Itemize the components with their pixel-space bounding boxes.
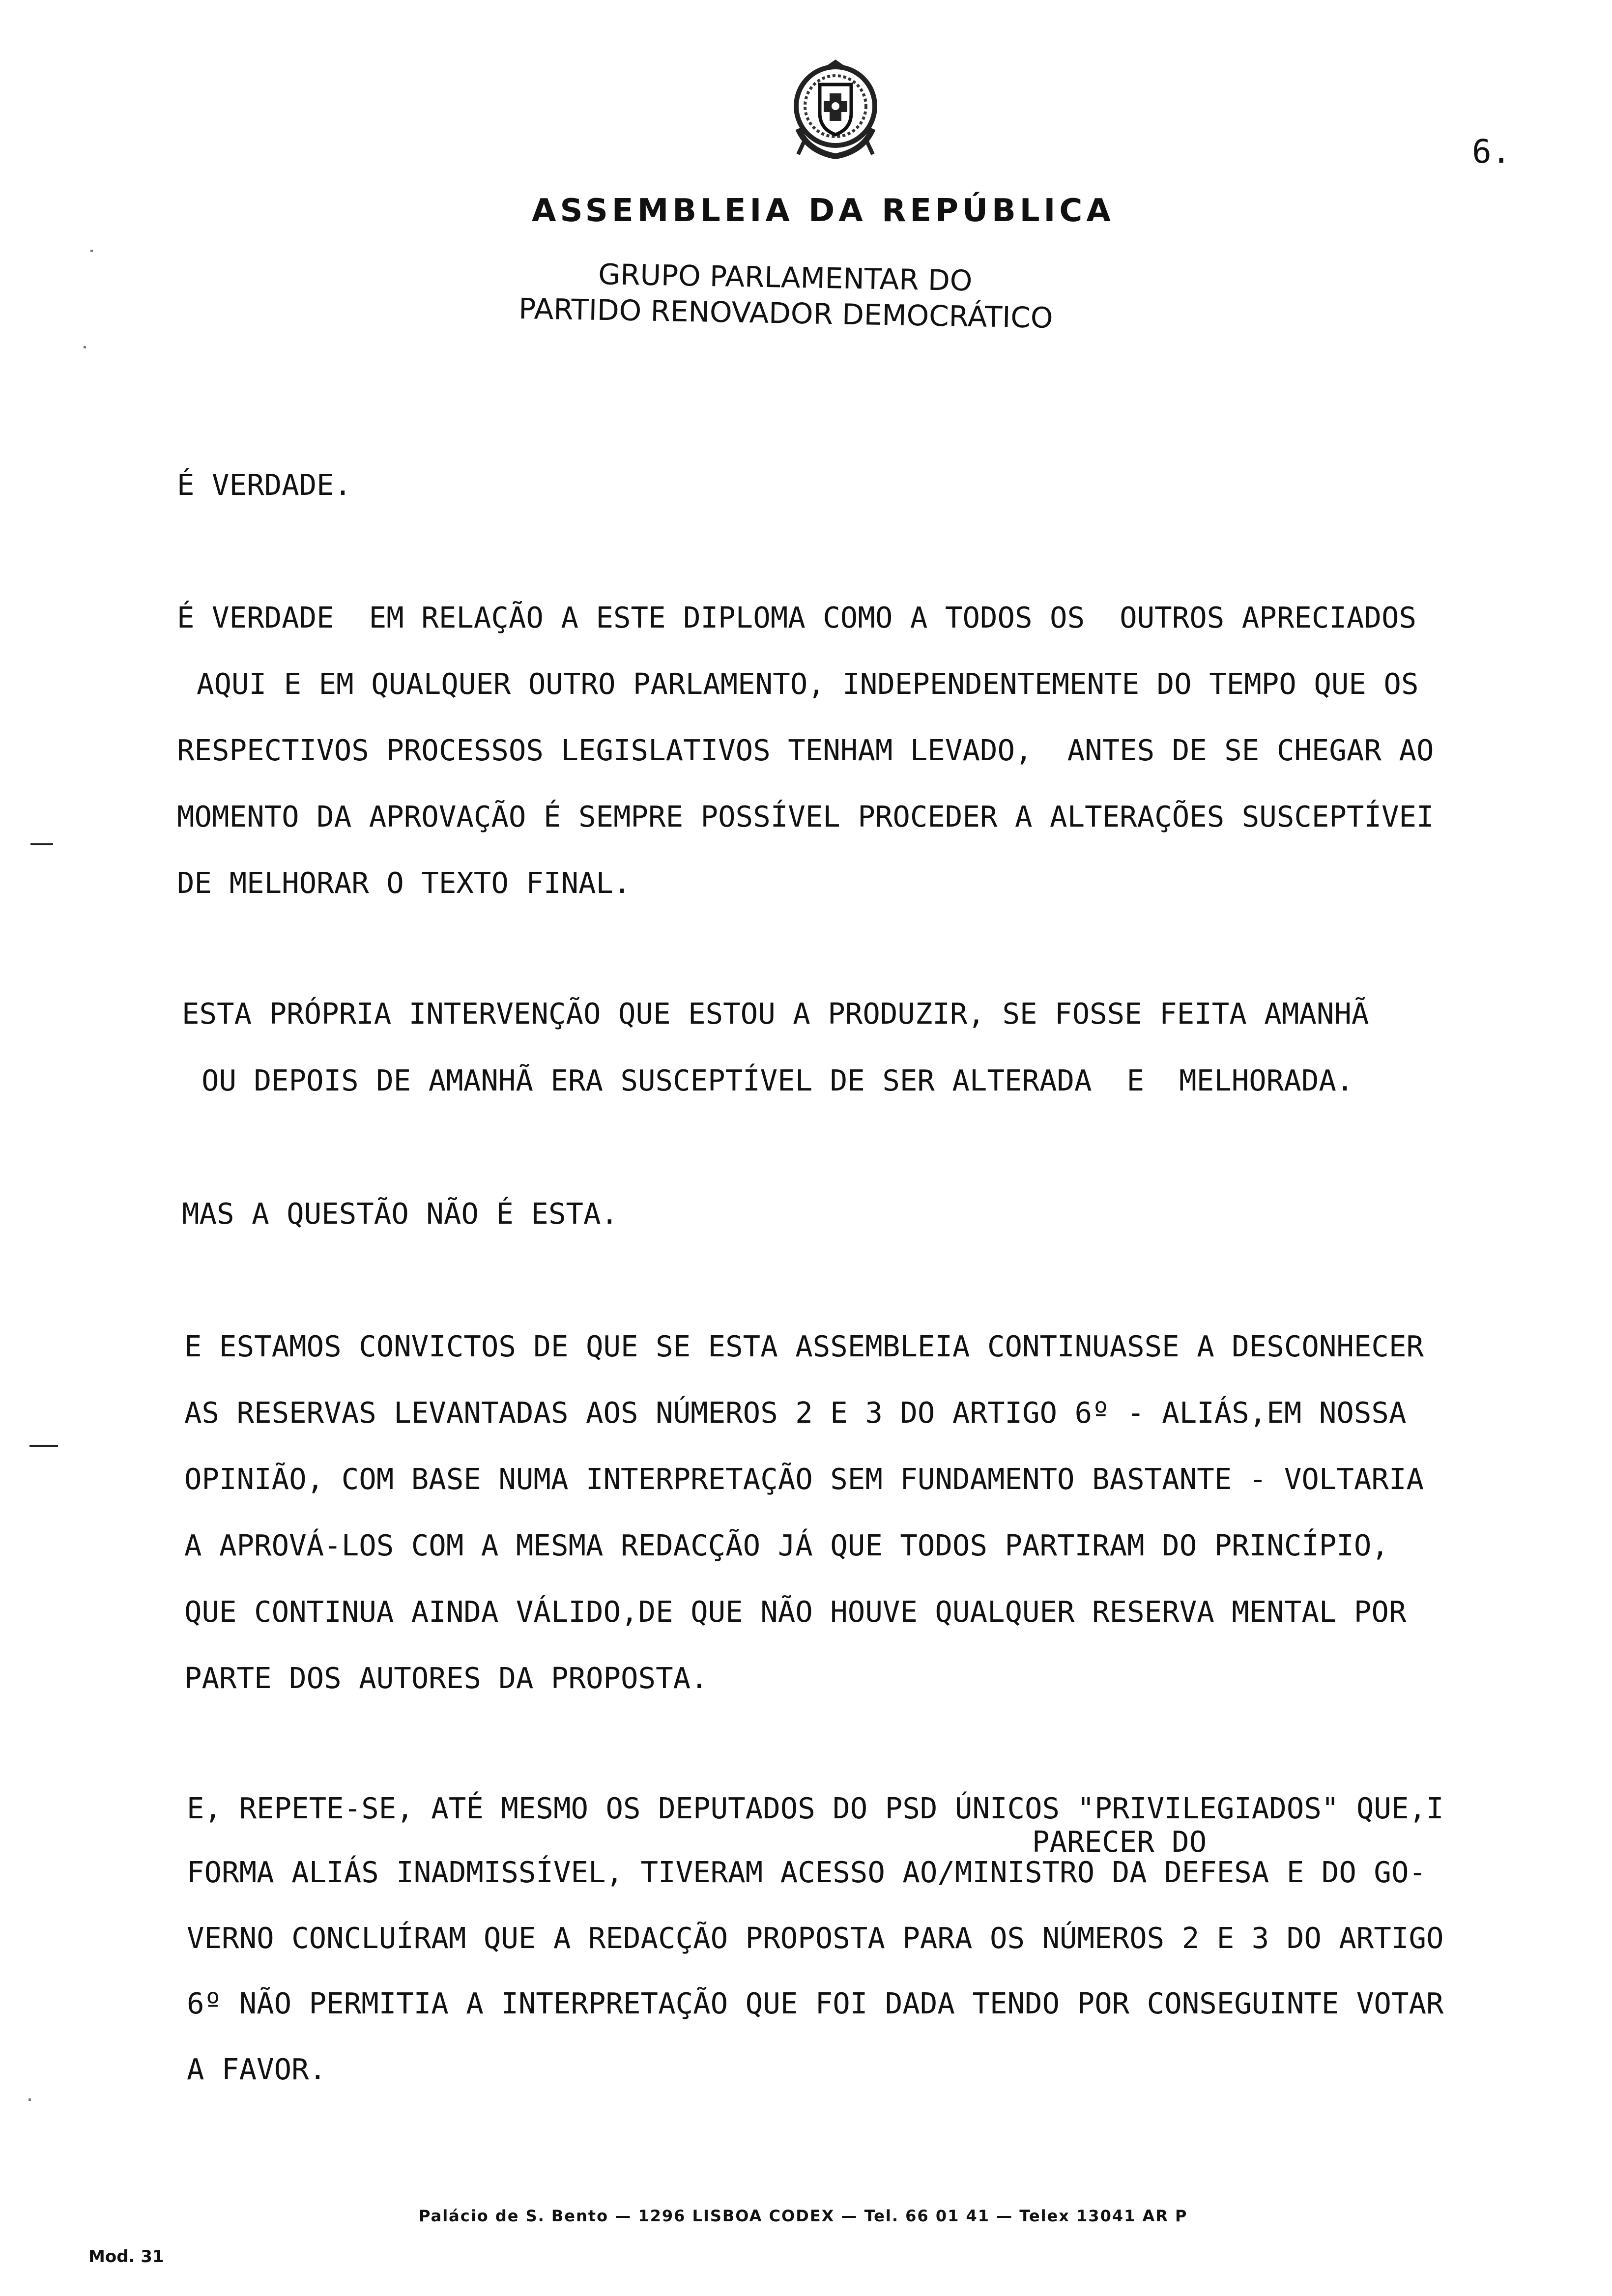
group-line-1: GRUPO PARLAMENTAR DO: [598, 258, 973, 298]
paragraph-line: É VERDADE EM RELAÇÃO A ESTE DIPLOMA COMO A TODOS OS OUTROS APRECIADOS: [177, 601, 1416, 634]
paragraph-line: A APROVÁ-LOS COM A MESMA REDACÇÃO JÁ QUE TODOS PARTIRAM DO PRINCÍPIO,: [184, 1528, 1389, 1562]
paragraph-line: DE MELHORAR O TEXTO FINAL.: [177, 866, 631, 900]
paragraph-line: AS RESERVAS LEVANTADAS AOS NÚMEROS 2 E 3 DO ARTIGO 6º - ALIÁS,EM NOSSA: [184, 1396, 1407, 1430]
footer-address: Palácio de S. Bento — 1296 LISBOA CODEX — Tel. 66 01 41 — Telex 13041 AR P: [419, 2207, 1188, 2225]
paragraph-line: AQUI E EM QUALQUER OUTRO PARLAMENTO, INDEPENDENTEMENTE DO TEMPO QUE OS: [197, 667, 1419, 701]
paragraph-line: OU DEPOIS DE AMANHÃ ERA SUSCEPTÍVEL DE SER ALTERADA E MELHORADA.: [202, 1063, 1354, 1097]
paragraph-line: E ESTAMOS CONVICTOS DE QUE SE ESTA ASSEMBLEIA CONTINUASSE A DESCONHECER: [184, 1329, 1424, 1363]
paragraph-line: MOMENTO DA APROVAÇÃO É SEMPRE POSSÍVEL PROCEDER A ALTERAÇÕES SUSCEPTÍVEI: [177, 800, 1434, 833]
paragraph-line: É VERDADE.: [177, 468, 352, 502]
paragraph-line: A FAVOR.: [187, 2052, 327, 2086]
paragraph-line: FORMA ALIÁS INADMISSÍVEL, TIVERAM ACESSO AO/MINISTRO DA DEFESA E DO GO-: [187, 1855, 1426, 1889]
institution-title: ASSEMBLEIA DA REPÚBLICA: [532, 193, 1115, 229]
form-code: Mod. 31: [88, 2247, 164, 2267]
paragraph-line: MAS A QUESTÃO NÃO É ESTA.: [182, 1197, 619, 1231]
paragraph-line: 6º NÃO PERMITIA A INTERPRETAÇÃO QUE FOI DADA TENDO POR CONSEGUINTE VOTAR: [187, 1986, 1444, 2020]
paragraph-line: ESTA PRÓPRIA INTERVENÇÃO QUE ESTOU A PRODUZIR, SE FOSSE FEITA AMANHÃ: [182, 997, 1369, 1031]
paragraph-line: RESPECTIVOS PROCESSOS LEGISLATIVOS TENHAM LEVADO, ANTES DE SE CHEGAR AO: [177, 733, 1434, 767]
handwritten-insertion: PARECER DO: [1032, 1825, 1207, 1859]
paragraph-line: VERNO CONCLUÍRAM QUE A REDACÇÃO PROPOSTA PARA OS NÚMEROS 2 E 3 DO ARTIGO: [187, 1921, 1444, 1955]
paragraph-line: PARTE DOS AUTORES DA PROPOSTA.: [184, 1661, 708, 1695]
group-line-2: PARTIDO RENOVADOR DEMOCRÁTICO: [518, 292, 1054, 335]
page-number: 6.: [1472, 133, 1511, 171]
paragraph-line: QUE CONTINUA AINDA VÁLIDO,DE QUE NÃO HOUVE QUALQUER RESERVA MENTAL POR: [184, 1595, 1407, 1629]
paragraph-line: E, REPETE-SE, ATÉ MESMO OS DEPUTADOS DO PSD ÚNICOS "PRIVILEGIADOS" QUE,I: [187, 1791, 1444, 1825]
paragraph-line: OPINIÃO, COM BASE NUMA INTERPRETAÇÃO SEM FUNDAMENTO BASTANTE - VOLTARIA: [184, 1462, 1424, 1496]
